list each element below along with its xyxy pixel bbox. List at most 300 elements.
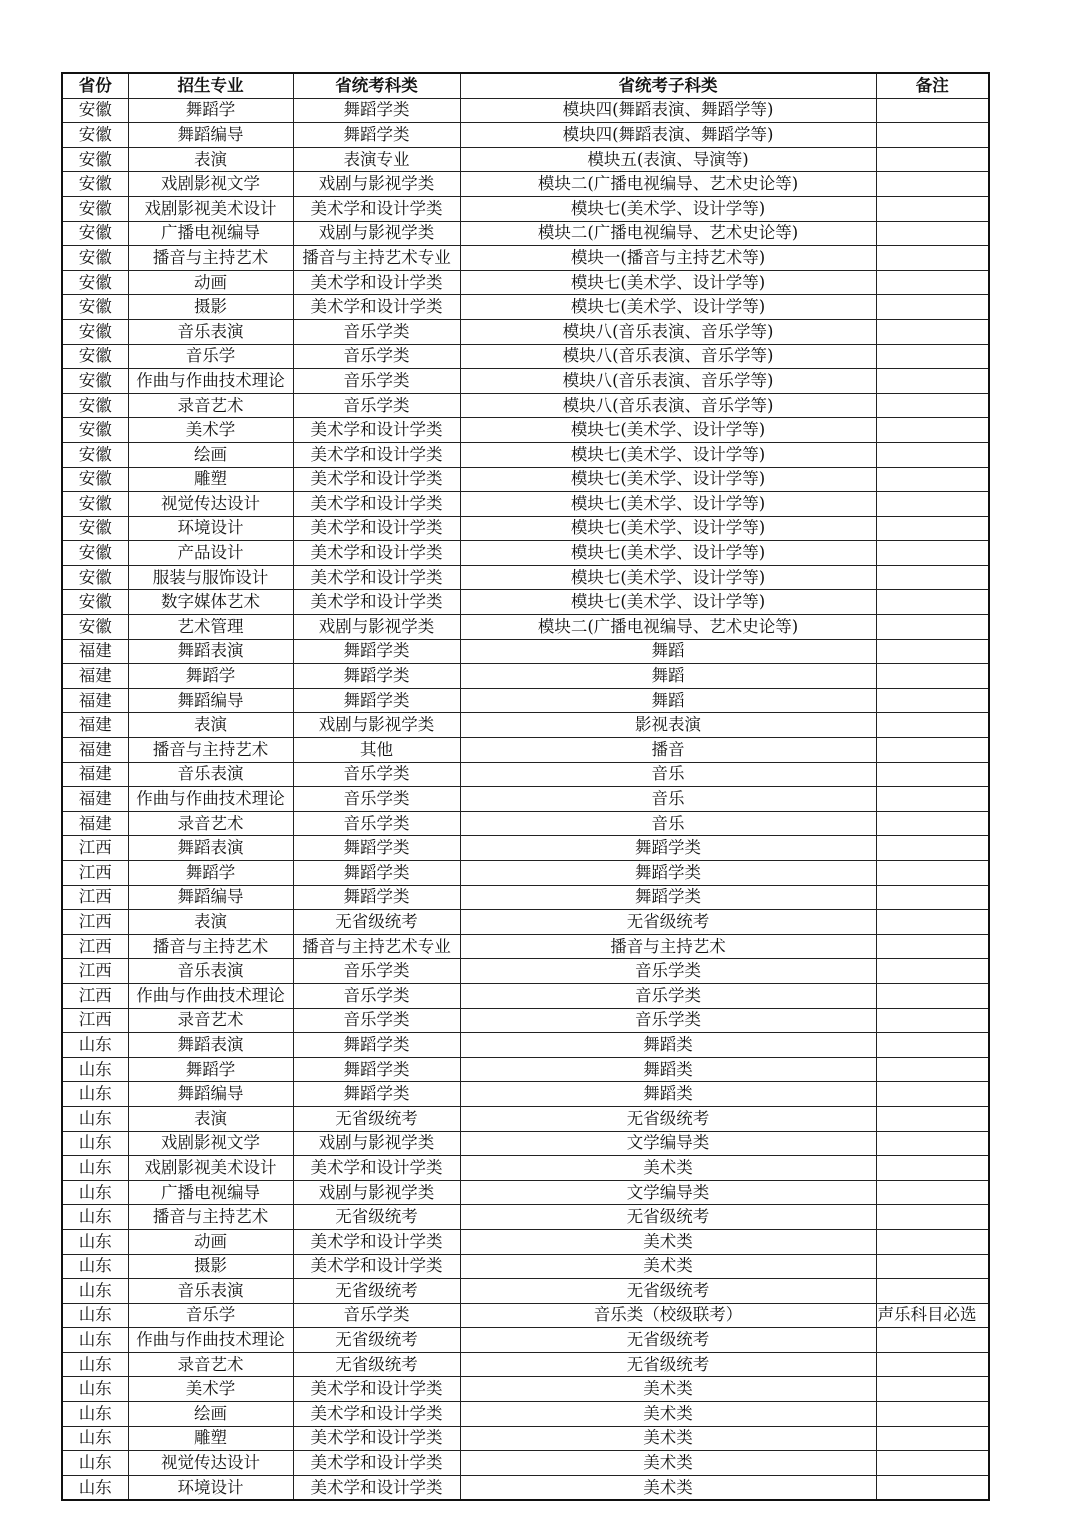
major-cell: 作曲与作曲技术理论	[128, 983, 293, 1008]
exam-category-cell: 戏剧与影视学类	[293, 1180, 460, 1205]
remarks-cell	[876, 1131, 989, 1156]
major-cell: 艺术管理	[128, 615, 293, 640]
major-cell: 录音艺术	[128, 393, 293, 418]
exam-category-cell: 舞蹈学类	[293, 885, 460, 910]
major-cell: 舞蹈表演	[128, 1033, 293, 1058]
major-cell: 录音艺术	[128, 1008, 293, 1033]
table-row	[62, 1156, 989, 1181]
major-cell: 动画	[128, 1229, 293, 1254]
exam-subcategory-cell: 美术类	[460, 1156, 876, 1181]
remarks-cell	[876, 1377, 989, 1402]
exam-subcategory-cell: 模块八(音乐表演、音乐学等)	[460, 393, 876, 418]
exam-category-cell: 戏剧与影视学类	[293, 615, 460, 640]
major-cell: 美术学	[128, 418, 293, 443]
province-cell: 山东	[62, 1279, 128, 1304]
remarks-cell	[876, 1254, 989, 1279]
major-cell: 音乐学	[128, 1303, 293, 1328]
province-cell: 江西	[62, 910, 128, 935]
exam-category-cell: 音乐学类	[293, 393, 460, 418]
table-row	[62, 467, 989, 492]
major-cell: 戏剧影视美术设计	[128, 196, 293, 221]
table-row	[62, 1180, 989, 1205]
remarks-cell	[876, 344, 989, 369]
table-header	[62, 73, 989, 98]
table-row	[62, 1008, 989, 1033]
major-cell: 播音与主持艺术	[128, 246, 293, 271]
exam-subcategory-cell: 模块七(美术学、设计学等)	[460, 270, 876, 295]
remarks-cell	[876, 541, 989, 566]
exam-category-cell: 舞蹈学类	[293, 1033, 460, 1058]
exam-category-cell: 美术学和设计学类	[293, 270, 460, 295]
table-row	[62, 565, 989, 590]
exam-category-cell: 其他	[293, 738, 460, 763]
remarks-cell	[876, 615, 989, 640]
remarks-cell	[876, 172, 989, 197]
table-row	[62, 910, 989, 935]
major-cell: 录音艺术	[128, 1352, 293, 1377]
remarks-cell	[876, 319, 989, 344]
remarks-cell	[876, 1106, 989, 1131]
exam-subcategory-cell: 模块四(舞蹈表演、舞蹈学等)	[460, 123, 876, 148]
exam-category-cell: 美术学和设计学类	[293, 1377, 460, 1402]
exam-category-cell: 舞蹈学类	[293, 836, 460, 861]
table-row	[62, 344, 989, 369]
exam-category-cell: 舞蹈学类	[293, 688, 460, 713]
header-major: 招生专业	[128, 73, 293, 98]
exam-subcategory-cell: 模块二(广播电视编导、艺术史论等)	[460, 615, 876, 640]
exam-category-cell: 音乐学类	[293, 369, 460, 394]
table-row	[62, 885, 989, 910]
exam-subcategory-cell: 美术类	[460, 1377, 876, 1402]
province-cell: 安徽	[62, 393, 128, 418]
exam-subcategory-cell: 音乐学类	[460, 983, 876, 1008]
remarks-cell	[876, 1156, 989, 1181]
remarks-cell	[876, 442, 989, 467]
remarks-cell	[876, 1328, 989, 1353]
major-cell: 环境设计	[128, 516, 293, 541]
exam-category-cell: 美术学和设计学类	[293, 418, 460, 443]
table-row	[62, 787, 989, 812]
exam-category-cell: 美术学和设计学类	[293, 1451, 460, 1476]
remarks-cell	[876, 639, 989, 664]
province-cell: 安徽	[62, 295, 128, 320]
exam-category-cell: 无省级统考	[293, 1352, 460, 1377]
header-exam-subcategory: 省统考子科类	[460, 73, 876, 98]
major-cell: 摄影	[128, 1254, 293, 1279]
major-cell: 表演	[128, 1106, 293, 1131]
exam-subcategory-cell: 模块七(美术学、设计学等)	[460, 516, 876, 541]
major-cell: 舞蹈学	[128, 861, 293, 886]
major-cell: 雕塑	[128, 1426, 293, 1451]
exam-subcategory-cell: 舞蹈类	[460, 1057, 876, 1082]
exam-subcategory-cell: 舞蹈类	[460, 1082, 876, 1107]
table-row	[62, 1033, 989, 1058]
exam-category-cell: 无省级统考	[293, 1328, 460, 1353]
exam-category-cell: 美术学和设计学类	[293, 541, 460, 566]
remarks-cell	[876, 885, 989, 910]
remarks-cell	[876, 713, 989, 738]
province-cell: 山东	[62, 1180, 128, 1205]
exam-category-cell: 美术学和设计学类	[293, 442, 460, 467]
table-row	[62, 516, 989, 541]
exam-subcategory-cell: 模块五(表演、导演等)	[460, 147, 876, 172]
exam-category-cell: 音乐学类	[293, 1303, 460, 1328]
province-cell: 安徽	[62, 196, 128, 221]
exam-category-cell: 美术学和设计学类	[293, 1229, 460, 1254]
table-row	[62, 738, 989, 763]
table-row	[62, 221, 989, 246]
major-cell: 摄影	[128, 295, 293, 320]
remarks-cell	[876, 492, 989, 517]
header-remarks: 备注	[876, 73, 989, 98]
exam-category-cell: 舞蹈学类	[293, 664, 460, 689]
table-row	[62, 1131, 989, 1156]
remarks-cell	[876, 418, 989, 443]
exam-category-cell: 美术学和设计学类	[293, 1156, 460, 1181]
major-cell: 视觉传达设计	[128, 1451, 293, 1476]
major-cell: 戏剧影视文学	[128, 172, 293, 197]
table-row	[62, 811, 989, 836]
major-cell: 音乐表演	[128, 319, 293, 344]
table-row	[62, 1229, 989, 1254]
province-cell: 山东	[62, 1082, 128, 1107]
exam-category-cell: 美术学和设计学类	[293, 1254, 460, 1279]
exam-subcategory-cell: 舞蹈学类	[460, 836, 876, 861]
major-cell: 表演	[128, 910, 293, 935]
table-row	[62, 1106, 989, 1131]
exam-category-cell: 美术学和设计学类	[293, 565, 460, 590]
major-cell: 作曲与作曲技术理论	[128, 1328, 293, 1353]
table-row	[62, 688, 989, 713]
exam-category-cell: 美术学和设计学类	[293, 295, 460, 320]
exam-category-cell: 音乐学类	[293, 762, 460, 787]
table-row	[62, 861, 989, 886]
exam-subcategory-cell: 无省级统考	[460, 1352, 876, 1377]
exam-subcategory-cell: 无省级统考	[460, 1106, 876, 1131]
exam-subcategory-cell: 音乐学类	[460, 959, 876, 984]
major-cell: 音乐表演	[128, 762, 293, 787]
major-cell: 绘画	[128, 1402, 293, 1427]
province-cell: 安徽	[62, 418, 128, 443]
exam-subcategory-cell: 美术类	[460, 1254, 876, 1279]
table-row	[62, 1475, 989, 1500]
remarks-cell	[876, 1451, 989, 1476]
header-row	[62, 73, 989, 98]
major-cell: 播音与主持艺术	[128, 738, 293, 763]
table-row	[62, 98, 989, 123]
major-cell: 音乐表演	[128, 1279, 293, 1304]
remarks-cell	[876, 1180, 989, 1205]
province-cell: 安徽	[62, 615, 128, 640]
major-cell: 播音与主持艺术	[128, 1205, 293, 1230]
major-cell: 作曲与作曲技术理论	[128, 787, 293, 812]
remarks-cell	[876, 98, 989, 123]
major-cell: 舞蹈表演	[128, 836, 293, 861]
table-row	[62, 319, 989, 344]
table-row	[62, 983, 989, 1008]
remarks-cell	[876, 196, 989, 221]
exam-category-cell: 播音与主持艺术专业	[293, 246, 460, 271]
exam-subcategory-cell: 模块八(音乐表演、音乐学等)	[460, 319, 876, 344]
province-cell: 福建	[62, 688, 128, 713]
exam-subcategory-cell: 文学编导类	[460, 1180, 876, 1205]
major-cell: 绘画	[128, 442, 293, 467]
exam-subcategory-cell: 舞蹈	[460, 664, 876, 689]
province-cell: 安徽	[62, 467, 128, 492]
remarks-cell	[876, 221, 989, 246]
province-cell: 安徽	[62, 270, 128, 295]
exam-subcategory-cell: 模块七(美术学、设计学等)	[460, 295, 876, 320]
exam-subcategory-cell: 音乐	[460, 762, 876, 787]
province-cell: 福建	[62, 738, 128, 763]
remarks-cell	[876, 910, 989, 935]
major-cell: 播音与主持艺术	[128, 934, 293, 959]
remarks-cell	[876, 762, 989, 787]
table-body	[62, 98, 989, 1500]
remarks-cell	[876, 295, 989, 320]
table-row	[62, 639, 989, 664]
exam-subcategory-cell: 模块四(舞蹈表演、舞蹈学等)	[460, 98, 876, 123]
remarks-cell	[876, 1475, 989, 1500]
province-cell: 江西	[62, 959, 128, 984]
table-row	[62, 934, 989, 959]
province-cell: 安徽	[62, 590, 128, 615]
major-cell: 广播电视编导	[128, 1180, 293, 1205]
major-cell: 数字媒体艺术	[128, 590, 293, 615]
remarks-cell	[876, 246, 989, 271]
major-cell: 舞蹈表演	[128, 639, 293, 664]
exam-subcategory-cell: 舞蹈学类	[460, 885, 876, 910]
major-cell: 戏剧影视美术设计	[128, 1156, 293, 1181]
exam-subcategory-cell: 模块一(播音与主持艺术等)	[460, 246, 876, 271]
province-cell: 山东	[62, 1352, 128, 1377]
table-row	[62, 664, 989, 689]
exam-subcategory-cell: 舞蹈	[460, 639, 876, 664]
table-row	[62, 1402, 989, 1427]
exam-category-cell: 美术学和设计学类	[293, 1426, 460, 1451]
province-cell: 安徽	[62, 369, 128, 394]
exam-subcategory-cell: 模块八(音乐表演、音乐学等)	[460, 369, 876, 394]
header-exam-category: 省统考科类	[293, 73, 460, 98]
table-row	[62, 442, 989, 467]
exam-subcategory-cell: 模块七(美术学、设计学等)	[460, 442, 876, 467]
exam-category-cell: 表演专业	[293, 147, 460, 172]
exam-category-cell: 音乐学类	[293, 811, 460, 836]
table-row	[62, 393, 989, 418]
table-row	[62, 836, 989, 861]
province-cell: 安徽	[62, 98, 128, 123]
remarks-cell: 声乐科目必选	[876, 1303, 989, 1328]
province-cell: 安徽	[62, 492, 128, 517]
remarks-cell	[876, 393, 989, 418]
province-cell: 山东	[62, 1475, 128, 1500]
exam-subcategory-cell: 音乐类（校级联考）	[460, 1303, 876, 1328]
remarks-cell	[876, 688, 989, 713]
exam-category-cell: 美术学和设计学类	[293, 516, 460, 541]
table-row	[62, 147, 989, 172]
province-cell: 山东	[62, 1131, 128, 1156]
province-cell: 山东	[62, 1156, 128, 1181]
province-cell: 安徽	[62, 516, 128, 541]
major-cell: 录音艺术	[128, 811, 293, 836]
major-cell: 音乐学	[128, 344, 293, 369]
province-cell: 安徽	[62, 123, 128, 148]
province-cell: 福建	[62, 664, 128, 689]
table-row	[62, 295, 989, 320]
major-cell: 雕塑	[128, 467, 293, 492]
remarks-cell	[876, 1352, 989, 1377]
exam-category-cell: 无省级统考	[293, 1279, 460, 1304]
exam-subcategory-cell: 音乐学类	[460, 1008, 876, 1033]
table-row	[62, 1377, 989, 1402]
exam-category-cell: 舞蹈学类	[293, 861, 460, 886]
remarks-cell	[876, 147, 989, 172]
exam-subcategory-cell: 舞蹈	[460, 688, 876, 713]
major-cell: 舞蹈编导	[128, 688, 293, 713]
table-row	[62, 1279, 989, 1304]
major-cell: 广播电视编导	[128, 221, 293, 246]
province-cell: 江西	[62, 934, 128, 959]
exam-subcategory-cell: 模块七(美术学、设计学等)	[460, 590, 876, 615]
province-cell: 山东	[62, 1328, 128, 1353]
province-cell: 安徽	[62, 246, 128, 271]
remarks-cell	[876, 1205, 989, 1230]
remarks-cell	[876, 836, 989, 861]
province-cell: 安徽	[62, 221, 128, 246]
table-row	[62, 492, 989, 517]
remarks-cell	[876, 1402, 989, 1427]
exam-category-cell: 无省级统考	[293, 1205, 460, 1230]
table-row	[62, 1328, 989, 1353]
exam-category-cell: 舞蹈学类	[293, 98, 460, 123]
remarks-cell	[876, 369, 989, 394]
exam-category-cell: 无省级统考	[293, 910, 460, 935]
exam-category-cell: 舞蹈学类	[293, 123, 460, 148]
exam-subcategory-cell: 影视表演	[460, 713, 876, 738]
province-cell: 山东	[62, 1205, 128, 1230]
major-cell: 作曲与作曲技术理论	[128, 369, 293, 394]
province-cell: 江西	[62, 861, 128, 886]
exam-category-cell: 舞蹈学类	[293, 1057, 460, 1082]
table-row	[62, 713, 989, 738]
table-row	[62, 762, 989, 787]
exam-category-cell: 戏剧与影视学类	[293, 713, 460, 738]
major-cell: 舞蹈编导	[128, 885, 293, 910]
table-row	[62, 541, 989, 566]
exam-subcategory-cell: 音乐	[460, 811, 876, 836]
exam-category-cell: 音乐学类	[293, 787, 460, 812]
table-row	[62, 615, 989, 640]
exam-subcategory-cell: 无省级统考	[460, 1279, 876, 1304]
province-cell: 山东	[62, 1426, 128, 1451]
major-cell: 舞蹈学	[128, 98, 293, 123]
exam-category-cell: 美术学和设计学类	[293, 492, 460, 517]
exam-category-cell: 美术学和设计学类	[293, 1475, 460, 1500]
exam-subcategory-cell: 文学编导类	[460, 1131, 876, 1156]
major-cell: 产品设计	[128, 541, 293, 566]
table-row	[62, 1352, 989, 1377]
major-cell: 戏剧影视文学	[128, 1131, 293, 1156]
province-cell: 山东	[62, 1057, 128, 1082]
exam-subcategory-cell: 无省级统考	[460, 1328, 876, 1353]
table-row	[62, 1426, 989, 1451]
province-cell: 安徽	[62, 344, 128, 369]
header-province: 省份	[62, 73, 128, 98]
table-row	[62, 123, 989, 148]
major-cell: 音乐表演	[128, 959, 293, 984]
table-row	[62, 196, 989, 221]
major-cell: 动画	[128, 270, 293, 295]
province-cell: 山东	[62, 1033, 128, 1058]
exam-category-cell: 美术学和设计学类	[293, 196, 460, 221]
table-row	[62, 1451, 989, 1476]
exam-subcategory-cell: 模块八(音乐表演、音乐学等)	[460, 344, 876, 369]
exam-subcategory-cell: 舞蹈类	[460, 1033, 876, 1058]
remarks-cell	[876, 1008, 989, 1033]
exam-category-cell: 舞蹈学类	[293, 1082, 460, 1107]
province-cell: 安徽	[62, 442, 128, 467]
province-cell: 安徽	[62, 319, 128, 344]
major-cell: 表演	[128, 147, 293, 172]
remarks-cell	[876, 664, 989, 689]
remarks-cell	[876, 590, 989, 615]
major-cell: 舞蹈学	[128, 664, 293, 689]
province-cell: 山东	[62, 1402, 128, 1427]
exam-category-cell: 戏剧与影视学类	[293, 1131, 460, 1156]
exam-subcategory-cell: 模块七(美术学、设计学等)	[460, 492, 876, 517]
remarks-cell	[876, 1057, 989, 1082]
remarks-cell	[876, 738, 989, 763]
table-row	[62, 1254, 989, 1279]
province-cell: 福建	[62, 811, 128, 836]
table-row	[62, 270, 989, 295]
exam-category-cell: 音乐学类	[293, 959, 460, 984]
exam-subcategory-cell: 美术类	[460, 1402, 876, 1427]
remarks-cell	[876, 123, 989, 148]
remarks-cell	[876, 1426, 989, 1451]
major-cell: 服装与服饰设计	[128, 565, 293, 590]
remarks-cell	[876, 1229, 989, 1254]
table-row	[62, 1057, 989, 1082]
province-cell: 山东	[62, 1254, 128, 1279]
exam-subcategory-cell: 美术类	[460, 1229, 876, 1254]
exam-subcategory-cell: 美术类	[460, 1475, 876, 1500]
remarks-cell	[876, 861, 989, 886]
province-cell: 江西	[62, 836, 128, 861]
exam-subcategory-cell: 模块二(广播电视编导、艺术史论等)	[460, 172, 876, 197]
exam-category-cell: 无省级统考	[293, 1106, 460, 1131]
exam-category-cell: 播音与主持艺术专业	[293, 934, 460, 959]
table-row	[62, 246, 989, 271]
table-row	[62, 959, 989, 984]
province-cell: 安徽	[62, 541, 128, 566]
province-cell: 江西	[62, 1008, 128, 1033]
exam-category-cell: 美术学和设计学类	[293, 1402, 460, 1427]
exam-subcategory-cell: 模块七(美术学、设计学等)	[460, 541, 876, 566]
table-row	[62, 418, 989, 443]
table-row	[62, 590, 989, 615]
table-row	[62, 1205, 989, 1230]
exam-subcategory-cell: 美术类	[460, 1426, 876, 1451]
exam-category-cell: 舞蹈学类	[293, 639, 460, 664]
province-cell: 山东	[62, 1303, 128, 1328]
exam-subcategory-cell: 音乐	[460, 787, 876, 812]
table-row	[62, 1303, 989, 1328]
exam-subcategory-cell: 舞蹈学类	[460, 861, 876, 886]
province-cell: 山东	[62, 1451, 128, 1476]
major-cell: 舞蹈学	[128, 1057, 293, 1082]
province-cell: 江西	[62, 983, 128, 1008]
